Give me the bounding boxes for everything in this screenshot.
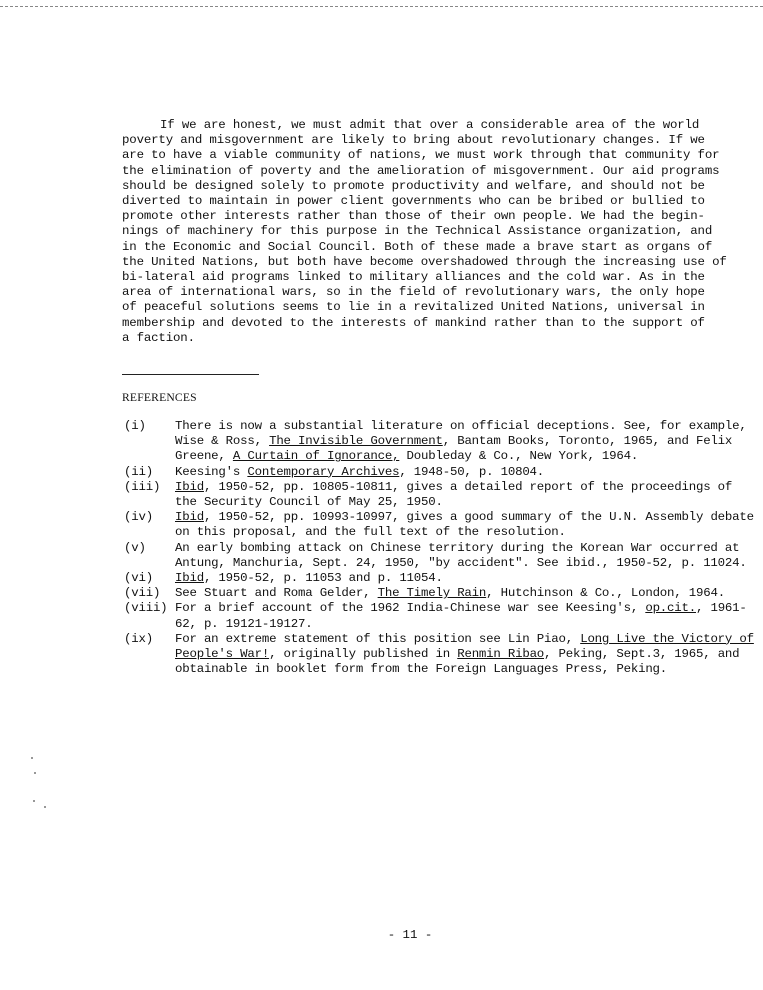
reference-number: (viii)	[124, 601, 168, 616]
reference-number: (v)	[124, 540, 146, 555]
reference-item	[124, 571, 754, 586]
reference-title: The Timely Rain	[377, 586, 487, 601]
reference-number: (ix)	[124, 631, 153, 646]
reference-title: Long Live the Victory of People's War!	[175, 631, 754, 662]
reference-item	[124, 480, 754, 510]
page-number: - 11 -	[387, 928, 433, 942]
reference-text-segment: See Stuart and Roma Gelder,	[175, 586, 378, 601]
reference-number: (iv)	[124, 510, 153, 525]
reference-text	[175, 480, 754, 510]
reference-text-segment: , 1950-52, pp. 10805-10811, gives a detailed report of the proceedings of the Security Council of May 25, 1950.	[175, 479, 733, 510]
reference-text	[175, 632, 754, 678]
footnote-rule	[122, 374, 259, 375]
reference-text	[175, 601, 754, 631]
scan-speck	[33, 800, 35, 802]
reference-item	[124, 419, 754, 465]
reference-text-segment: For a brief account of the 1962 India-Chinese war see Keesing's,	[175, 601, 646, 616]
reference-item	[124, 541, 754, 571]
references-list	[124, 419, 754, 677]
reference-text-segment: , 1948-50, p. 10804.	[399, 464, 545, 479]
reference-text-segment: An early bombing attack on Chinese territory during the Korean War occurred at Antung, Manchuria, Sept. 24, 1950, "by accident". See ibid., 1950-52, p. 11024.	[175, 540, 747, 570]
reference-title: Contemporary Archives	[247, 464, 400, 479]
reference-number: (vii)	[124, 586, 161, 601]
reference-text	[175, 541, 754, 571]
reference-item	[124, 586, 754, 601]
reference-title: Renmin Ribao	[457, 647, 545, 662]
reference-item	[124, 510, 754, 540]
reference-item	[124, 465, 754, 480]
reference-title: op.cit.	[645, 601, 696, 616]
reference-item	[124, 632, 754, 678]
reference-number: (ii)	[124, 464, 153, 479]
page-top-edge	[0, 0, 763, 7]
reference-text-segment: There is now a substantial literature on official deceptions. See, for example, Wise & Ross,	[175, 419, 747, 449]
reference-text-segment: For an extreme statement of this position see Lin Piao,	[175, 631, 581, 646]
reference-number: (vi)	[124, 571, 153, 586]
scan-speck	[34, 772, 36, 774]
reference-text	[175, 465, 754, 480]
reference-text-segment: Doubleday & Co., New York, 1964.	[399, 449, 639, 464]
reference-title: Ibid	[175, 571, 204, 586]
references-heading: REFERENCES	[122, 391, 197, 404]
reference-title: Ibid	[175, 510, 204, 525]
reference-text	[175, 571, 754, 586]
reference-text	[175, 419, 754, 465]
reference-text-segment: , 1961-62, p. 19121-19127.	[175, 601, 747, 631]
scan-speck	[44, 806, 46, 808]
reference-title: A Curtain of Ignorance,	[232, 449, 400, 464]
scan-speck	[31, 757, 33, 759]
body-paragraph: If we are honest, we must admit that over a considerable area of the world poverty and misgovernment are likely to bring about revolutionary changes. If we are to have a viable community of nations, we must work through that community for the elimination of poverty and the amelioration of misgovernment. Our aid programs should be designed solely to promote productivity and welfare, and should not be diverted to maintain in power client governments who can be bribed or bullied to promote other interests rather than those of their own people. We had the begin- nings of machinery for this purpose in the Technical Assistance organization, and in the Economic and Social Council. Both of these made a brave start as organs of the United Nations, but both have become overshadowed through the increasing use of bi-lateral aid programs linked to military alliances and the cold war. As in the area of international wars, so in the field of revolutionary wars, the only hope of peaceful solutions seems to lie in a revitalized United Nations, universal in membership and devoted to the interests of mankind rather than to the support of a faction.	[122, 118, 727, 345]
reference-title: The Invisible Government	[269, 434, 443, 449]
reference-text-segment: , Bantam Books, Toronto, 1965, and Felix Greene,	[175, 434, 733, 464]
reference-text	[175, 510, 754, 540]
reference-text	[175, 586, 754, 601]
reference-item	[124, 601, 754, 631]
reference-text-segment: , 1950-52, p. 11053 and p. 11054.	[203, 571, 443, 586]
reference-text-segment: , Peking, Sept.3, 1965, and obtainable in booklet form from the Foreign Languages Press, Peking.	[175, 647, 740, 677]
reference-text-segment: , 1950-52, pp. 10993-10997, gives a good summary of the U.N. Assembly debate on this proposal, and the full text of the resolution.	[175, 510, 754, 540]
reference-number: (iii)	[124, 479, 161, 494]
reference-title: Ibid	[175, 479, 204, 494]
reference-text-segment: , originally published in	[269, 647, 458, 662]
reference-number: (i)	[124, 419, 146, 433]
reference-text-segment: Keesing's	[175, 464, 248, 479]
reference-text-segment: , Hutchinson & Co., London, 1964.	[486, 586, 725, 601]
